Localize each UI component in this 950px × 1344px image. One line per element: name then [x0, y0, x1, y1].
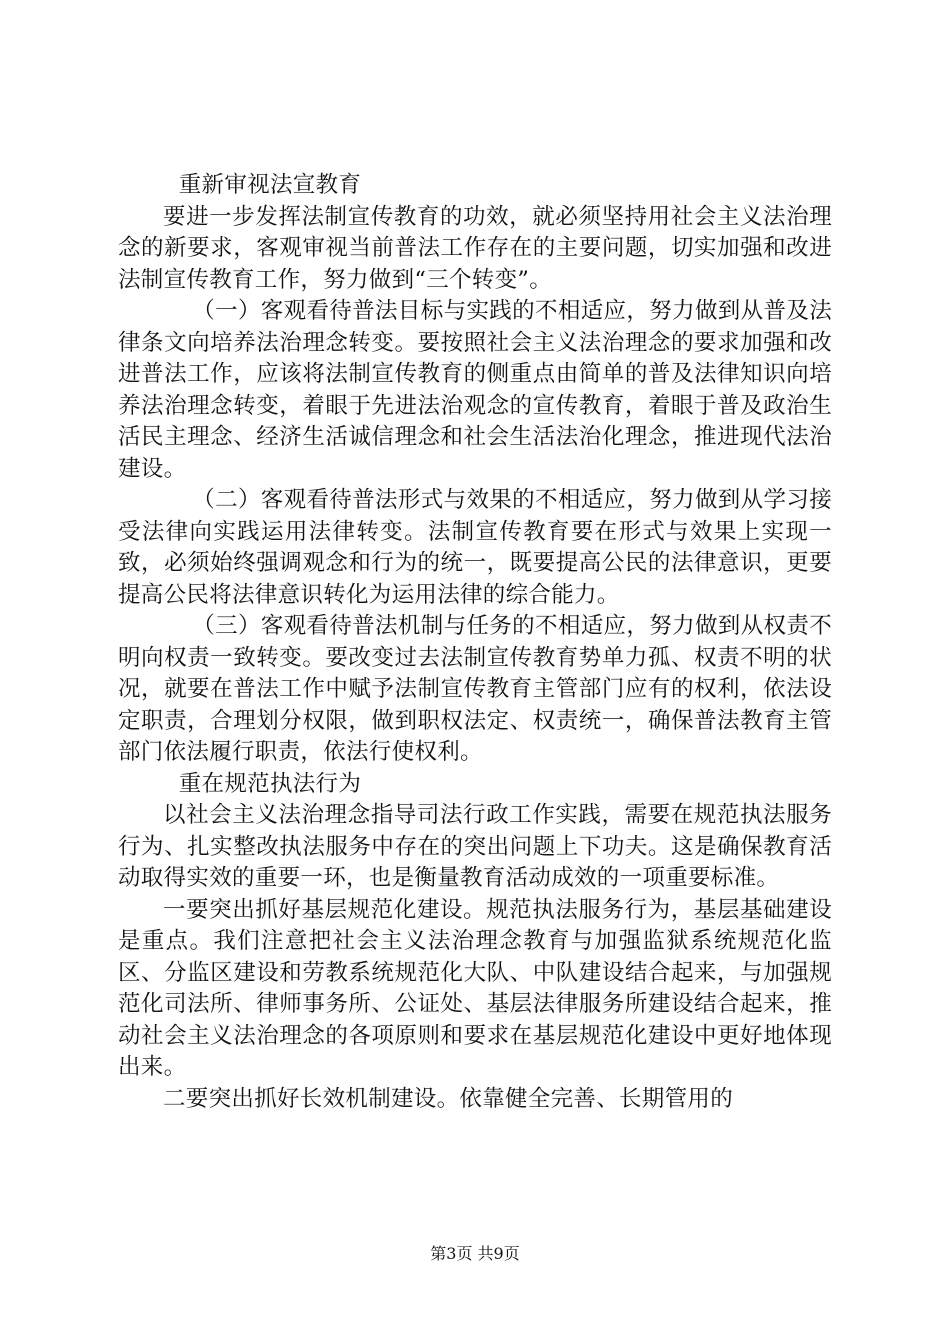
paragraph-point-one: （一）客观看待普法目标与实践的不相适应，努力做到从普及法律条文向培养法治理念转变。要按照社会主义法治理念的要求加强和改进普法工作，应该将法制宣传教育的侧重点由简单的普及法律知识向培养法治理念转变，着眼于先进法治观念的宣传教育，着眼于普及政治生活民主理念、经济生活诚信理念和社会生活法治化理念，推进现代法治建设。	[118, 298, 832, 482]
document-body	[118, 170, 832, 1115]
paragraph-legal-education-intro: 要进一步发挥法制宣传教育的功效，就必须坚持用社会主义法治理念的新要求，客观审视当前普法工作存在的主要问题，切实加强和改进法制宣传教育工作，努力做到“三个转变”。	[118, 203, 832, 293]
section-heading-legal-education: 重新审视法宣教育	[178, 172, 362, 198]
paragraph-grassroots-construction: 一要突出抓好基层规范化建设。规范执法服务行为，基层基础建设是重点。我们注意把社会主义法治理念教育与加强监狱系统规范化监区、分监区建设和劳教系统规范化大队、中队建设结合起来，与加强规范化司法所、律师事务所、公证处、基层法律服务所建设结合起来，推动社会主义法治理念的各项原则和要求在基层规范化建设中更好地体现出来。	[118, 896, 832, 1080]
page-number-footer: 第3页 共9页	[430, 1244, 520, 1263]
section-heading-law-enforcement: 重在规范执法行为	[178, 770, 362, 797]
paragraph-point-three: （三）客观看待普法机制与任务的不相适应，努力做到从权责不明向权责一致转变。要改变过去法制宣传教育势单力孤、权责不明的状况，就要在普法工作中赋予法制宣传教育主管部门应有的权利，依法设定职责，合理划分权限，做到职权法定、权责统一，确保普法教育主管部门依法履行职责，依法行使权利。	[118, 613, 832, 765]
paragraph-point-two: （二）客观看待普法形式与效果的不相适应，努力做到从学习接受法律向实践运用法律转变。法制宣传教育要在形式与效果上实现一致，必须始终强调观念和行为的统一，既要提高公民的法律意识，更要提高公民将法律意识转化为运用法律的综合能力。	[118, 487, 832, 608]
paragraph-long-term-mechanism: 二要突出抓好长效机制建设。依靠健全完善、长期管用的	[163, 1085, 734, 1112]
paragraph-law-enforcement-intro: 以社会主义法治理念指导司法行政工作实践，需要在规范执法服务行为、扎实整改执法服务中存在的突出问题上下功夫。这是确保教育活动取得实效的重要一环，也是衡量教育活动成效的一项重要标准。	[118, 802, 832, 891]
